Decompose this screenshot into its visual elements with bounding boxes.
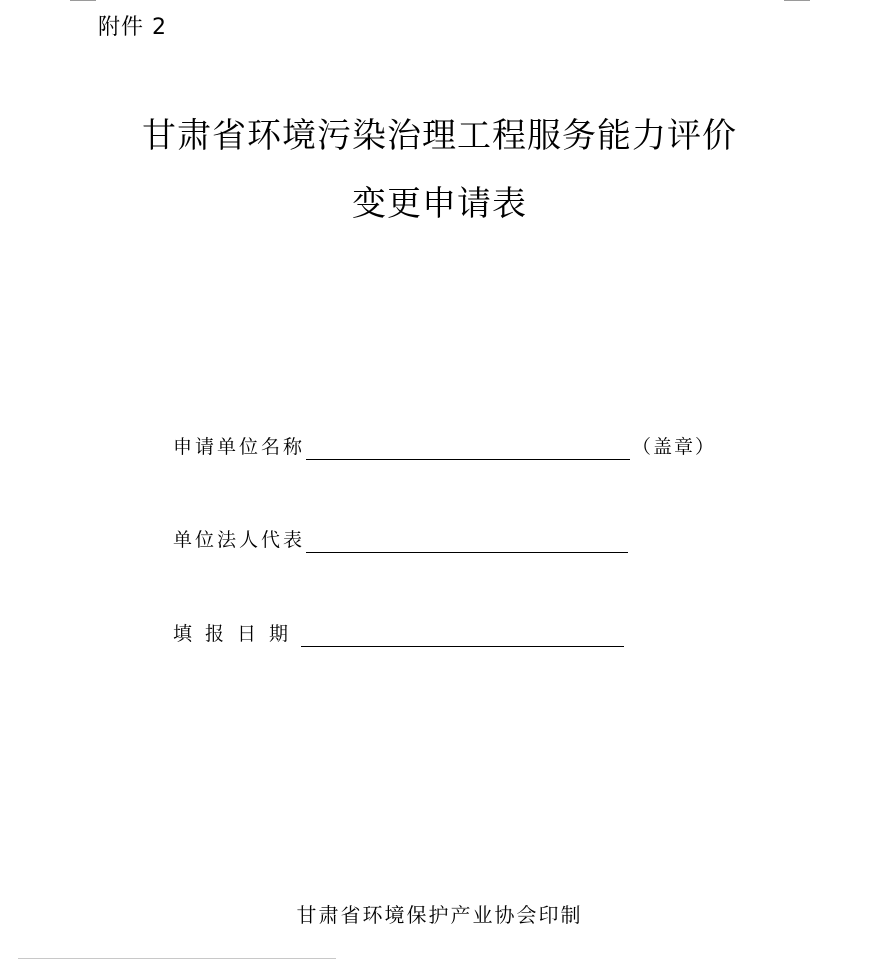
seal-note: （盖章） <box>632 436 717 458</box>
legal-representative-field[interactable] <box>306 522 628 553</box>
document-title-line2: 变更申请表 <box>352 184 527 224</box>
issuer-footer: 甘肃省环境保护产业协会印制 <box>296 903 583 927</box>
document-title-line1: 甘肃省环境污染治理工程服务能力评价 <box>142 116 737 156</box>
fill-date-row <box>173 617 624 647</box>
applicant-name-field[interactable] <box>306 429 630 460</box>
attachment-label: 附件 2 <box>98 15 167 40</box>
legal-representative-label: 单位法人代表 <box>173 529 306 551</box>
applicant-name-row <box>173 430 716 460</box>
crop-mark-top-left <box>70 0 96 1</box>
crop-mark-top-right <box>784 0 810 1</box>
crop-mark-bottom <box>18 958 336 959</box>
legal-representative-row <box>173 523 628 553</box>
fill-date-label: 填报日期 <box>173 623 302 645</box>
fill-date-field[interactable] <box>301 616 624 647</box>
applicant-name-label: 申请单位名称 <box>173 436 306 458</box>
